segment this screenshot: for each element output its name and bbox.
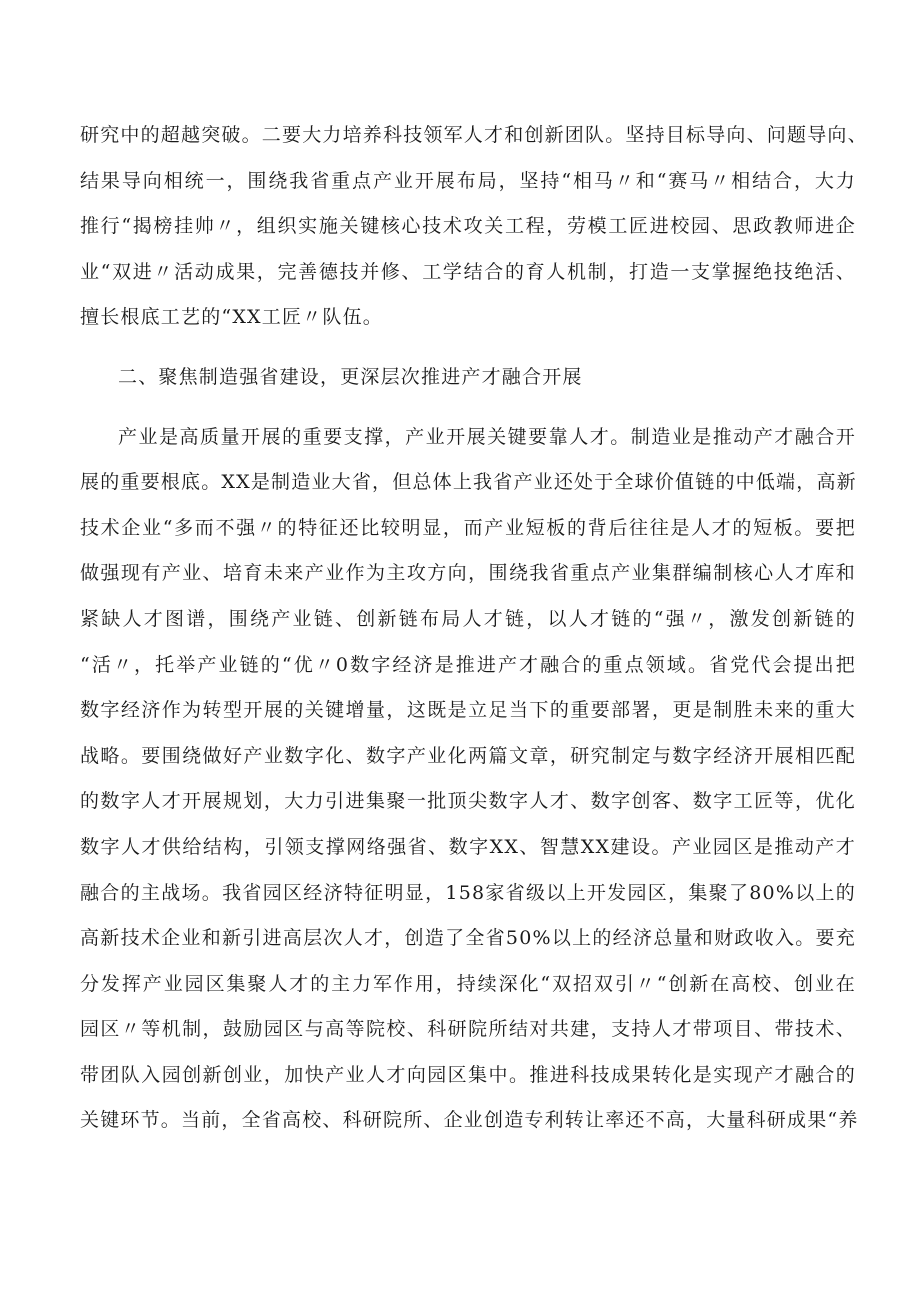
text-line: 融合的主战场。我省园区经济特征明显，158家省级以上开发园区，集聚了80%以上的	[80, 881, 856, 904]
text-line: 数字人才供给结构，引领支撑网络强省、数字XX、智慧XX建设。产业园区是推动产才	[80, 835, 856, 858]
text-line: 关键环节。当前，全省高校、科研院所、企业创造专利转让率还不高，大量科研成果“养	[80, 1109, 859, 1132]
text-line: 展的重要根底。XX是制造业大省，但总体上我省产业还处于全球价值链的中低端，高新	[80, 471, 857, 494]
text-line: “活〃，托举产业链的“优〃0数字经济是推进产才融合的重点领域。省党代会提出把	[80, 653, 856, 676]
paragraph-continued	[80, 113, 868, 341]
text-line: 技术企业“多而不强〃的特征还比较明显，而产业短板的背后往往是人才的短板。要把	[80, 516, 856, 539]
document-body	[80, 113, 868, 1144]
text-line: 做强现有产业、培育未来产业作为主攻方向，围绕我省重点产业集群编制核心人才库和	[80, 562, 856, 585]
text-line: 研究中的超越突破。二要大力培养科技领军人才和创新团队。坚持目标导向、问题导向、	[80, 124, 868, 146]
text-line: 的数字人才开展规划，大力引进集聚一批顶尖数字人才、数字创客、数字工匠等，优化	[80, 790, 856, 813]
paragraph-industry-talent	[80, 415, 859, 1145]
text-line: 推行“揭榜挂帅〃，组织实施关键核心技术攻关工程，劳模工匠进校园、思政教师进企	[80, 215, 856, 238]
text-line: 擅长根底工艺的“XX工匠〃队伍。	[80, 306, 383, 329]
section-heading: 二、聚焦制造强省建设，更深层次推进产才融合开展	[118, 365, 583, 388]
text-line: 园区〃等机制，鼓励园区与高等院校、科研院所结对共建，支持人才带项目、带技术、	[80, 1018, 856, 1041]
text-line: 数字经济作为转型开展的关键增量，这既是立足当下的重要部署，更是制胜未来的重大	[80, 699, 856, 722]
text-line: 结果导向相统一，围绕我省重点产业开展布局，坚持“相马〃和“赛马〃相结合，大力	[80, 169, 856, 192]
text-line: 紧缺人才图谱，围绕产业链、创新链布局人才链，以人才链的“强〃，激发创新链的	[80, 607, 856, 630]
text-line: 产业是高质量开展的重要支撑，产业开展关键要靠人才。制造业是推动产才融合开	[118, 425, 856, 448]
text-line: 分发挥产业园区集聚人才的主力军作用，持续深化“双招双引〃“创新在高校、创业在	[80, 972, 856, 995]
text-line: 业“双进〃活动成果，完善德技并修、工学结合的育人机制，打造一支掌握绝技绝活、	[80, 260, 856, 283]
text-line: 高新技术企业和新引进高层次人才，创造了全省50%以上的经济总量和财政收入。要充	[80, 927, 856, 950]
text-line: 带团队入园创新创业，加快产业人才向园区集中。推进科技成果转化是实现产才融合的	[80, 1063, 856, 1086]
text-line: 战略。要围绕做好产业数字化、数字产业化两篇文章，研究制定与数字经济开展相匹配	[80, 744, 856, 767]
